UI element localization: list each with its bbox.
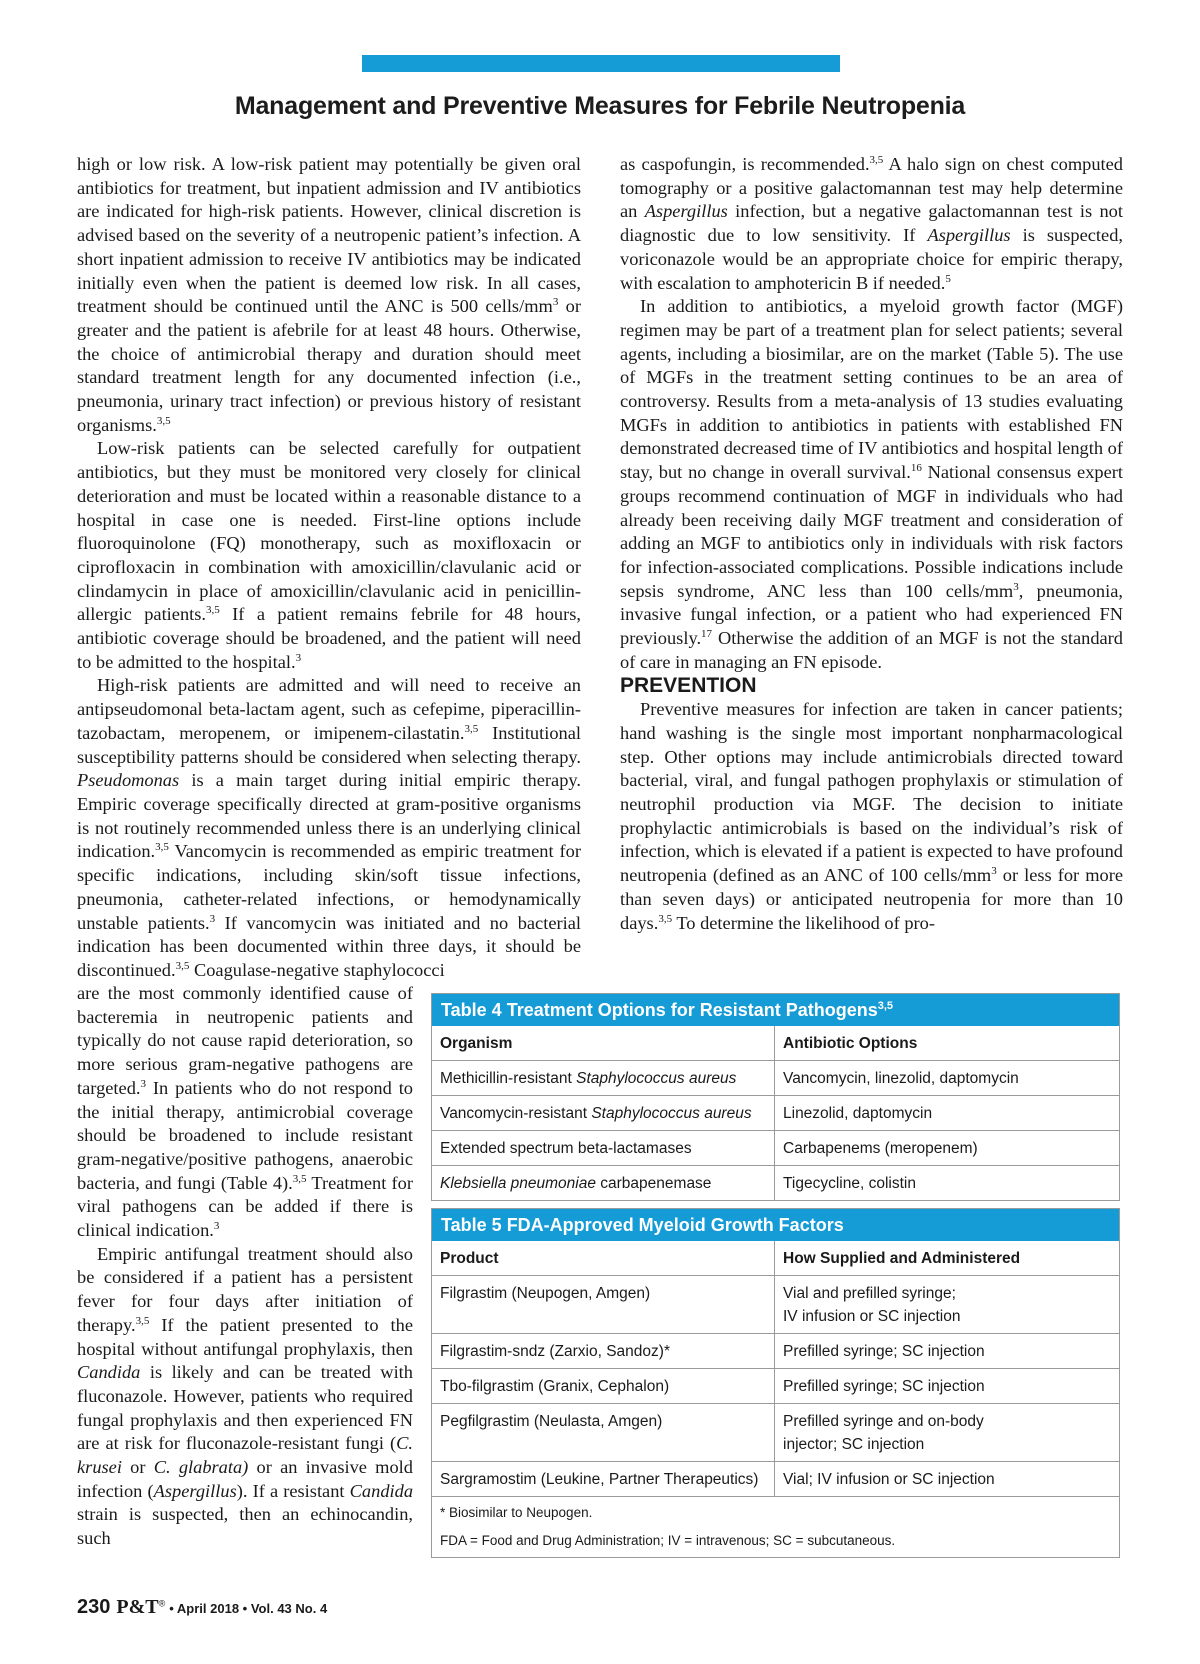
table-caption: Table 5 FDA-Approved Myeloid Growth Factors	[432, 1209, 1119, 1241]
paragraph: as caspofungin, is recommended.$^{3,5}$ A halo sign on chest computed tomography or a positive galactomannan test may help determine an Aspergillus infection, but a negative galactomannan test is not diagnostic due to low sensitivity. If Aspergillus is suspected, voriconazole would be an appropriate choice for empiric therapy, with escalation to amphotericin B if needed.$^5$	[620, 154, 1123, 293]
column-header: Antibiotic Options	[775, 1026, 1120, 1061]
table-row	[432, 1276, 1119, 1334]
paragraph: High-risk patients are admitted and will need to receive an antipseudomonal beta-lactam agent, such as cefepime, piperacillin-tazobactam, meropenem, or imipenem-cilastatin.$^{3,5}$ Institutional susceptibility patterns should be considered when selecting therapy. Pseudomonas is a main target during initial empiric therapy. Empiric coverage specifically directed at gram-positive organisms is not routinely recommended unless there is an underlying clinical indication.$^{3,5}$ Vancomycin is recommended as empiric treatment for specific indications, including skin/soft tissue infections, pneumonia, catheter-related infections, or hemodynamically unstable patients.$^3$ If vancomycin was initiated and no bacterial indication has been documented within three days, it should be discontinued.$^{3,5}$ Coagulase-negative staphylococci	[77, 675, 581, 980]
table-row	[432, 1131, 1119, 1166]
antibiotic-cell: Tigecycline, colistin	[783, 1175, 916, 1192]
paragraph: Low-risk patients can be selected carefully for outpatient antibiotics, but they must be monitored very closely for clinical deterioration and must be located within a reasonable distance to a hospital in case one is needed. First-line options include fluoroquinolone (FQ) monotherapy, such as moxifloxacin or ciprofloxacin in combination with amoxicillin/clavulanic acid or clindamycin in place of amoxicillin/clavulanic acid in penicillin-allergic patients.$^{3,5}$ If a patient remains febrile for 48 hours, antibiotic coverage should be broadened, and the patient will need to be admitted to the hospital.$^3$	[77, 438, 581, 672]
left-column-upper	[77, 153, 581, 983]
paragraph: In addition to antibiotics, a myeloid growth factor (MGF) regimen may be part of a treatment plan for select patients; several agents, including a biosimilar, are on the market (Table 5). The use of MGFs in the treatment setting continues to be an area of controversy. Results from a meta-analysis of 13 studies evaluating MGFs in addition to antibiotics in patients with established FN demonstrated decreased time of IV antibiotics and hospital length of stay, but no change in overall survival.$^{16}$ National consensus expert groups recommend continuation of MGF in individuals who had already been receiving daily MGF treatment and consideration of adding an MGF to antibiotics only in individuals with risk factors for infection-associated complications. Possible indications include sepsis syndrome, ANC less than 100 cells/$mm^3$, pneumonia, invasive fungal infection, or a patient who had experienced FN previously.$^{17}$ Otherwise the addition of an MGF is not the standard of care in managing an FN episode.	[620, 296, 1123, 672]
registered-mark: ®	[158, 1598, 166, 1609]
table-body	[432, 1241, 1119, 1497]
organism-cell: Extended spectrum beta-lactamases	[432, 1131, 775, 1166]
organism-cell: Klebsiella pneumoniae carbapenemase	[432, 1166, 775, 1201]
paragraph: are the most commonly identified cause of bacteremia in neutropenic patients and typically do not cause rapid deterioration, so more serious gram-negative pathogens are targeted.$^3$ In patients who do not respond to the initial therapy, antimicrobial coverage should be broadened to include resistant gram-negative/positive pathogens, anaerobic bacteria, and fungi (Table 4).$^{3,5}$ Treatment for viral pathogens can be added if there is clinical indication.$^3$	[77, 983, 413, 1241]
product-cell: Pegfilgrastim (Neulasta, Amgen)	[432, 1404, 775, 1462]
supply-cell: Prefilled syringe; SC injection	[775, 1369, 1120, 1404]
product-cell: Filgrastim-sndz (Zarxio, Sandoz)*	[432, 1334, 775, 1369]
table-footnote: FDA = Food and Drug Administration; IV = intravenous; SC = subcutaneous.	[440, 1533, 896, 1548]
table-footnote: * Biosimilar to Neupogen.	[440, 1505, 593, 1520]
table-caption: Table 4 Treatment Options for Resistant Pathogens$^{3,5}$	[432, 994, 1119, 1026]
section-heading: PREVENTION	[620, 674, 757, 698]
antibiotic-cell: Vancomycin, linezolid, daptomycin	[775, 1061, 1120, 1096]
supply-cell: Prefilled syringe and on-body injector; SC injection	[775, 1404, 1120, 1462]
antibiotic-cell: Carbapenems (meropenem)	[775, 1131, 1120, 1166]
antibiotic-cell: Linezolid, daptomycin	[775, 1096, 1120, 1131]
table-row	[432, 1166, 1119, 1201]
table-row	[432, 1334, 1119, 1369]
paragraph: Preventive measures for infection are taken in cancer patients; hand washing is the single most important nonpharmacological step. Other options may include antimicrobials directed toward bacterial, viral, and fungal pathogen prophylaxis or stimulation of neutrophil production via MGF. The decision to initiate prophylactic antimicrobials is based on the individual’s risk of infection, which is elevated if a patient is expected to have profound neutropenia (defined as an ANC of 100 cells/$mm^3$ or less for more than seven days) or anticipated neutropenia for more than 10 days.$^{3,5}$ To determine the likelihood of pro-	[620, 699, 1124, 933]
supply-cell: Vial; IV infusion or SC injection	[775, 1462, 1120, 1497]
issue-info: • April 2018 • Vol. 43 No. 4	[169, 1601, 328, 1616]
column-header: Product	[432, 1241, 775, 1276]
table-body	[432, 1026, 1119, 1200]
page-number: 230	[77, 1596, 111, 1618]
supply-cell: Vial and prefilled syringe; IV infusion or SC injection	[775, 1276, 1120, 1334]
supply-cell: Prefilled syringe; SC injection	[775, 1334, 1120, 1369]
column-header: How Supplied and Administered	[775, 1241, 1120, 1276]
right-column	[620, 153, 1123, 935]
column-header: Organism	[432, 1026, 775, 1061]
table-header-row	[432, 1241, 1119, 1276]
table-5	[431, 1208, 1120, 1558]
left-column-lower	[77, 982, 413, 1551]
table-4	[431, 993, 1120, 1201]
paragraph: Empiric antifungal treatment should also be considered if a patient has a persistent fever for four days after initiation of therapy.$^{3,5}$ If the patient presented to the hospital without antifungal prophylaxis, then Candida is likely and can be treated with fluconazole. However, patients who required fungal prophylaxis and then experienced FN are at risk for fluconazole-resistant fungi (C. krusei or C. glabrata) or an invasive mold infection (Aspergillus). If a resistant Candida strain is suspected, then an echinocandin, such	[77, 1243, 414, 1549]
page-footer	[77, 1596, 327, 1619]
table-row	[432, 1369, 1119, 1404]
organism-cell: Methicillin-resistant Staphylococcus aureus	[432, 1061, 775, 1096]
product-cell: Tbo-filgrastim (Granix, Cephalon)	[432, 1369, 775, 1404]
product-cell: Sargramostim (Leukine, Partner Therapeutics)	[432, 1462, 775, 1497]
product-cell: Filgrastim (Neupogen, Amgen)	[432, 1276, 775, 1334]
table-row	[432, 1061, 1119, 1096]
table-header-row	[432, 1026, 1119, 1061]
table-row	[432, 1462, 1119, 1497]
header-accent-bar	[362, 55, 840, 72]
journal-name: P&T	[116, 1596, 159, 1618]
paragraph: high or low risk. A low-risk patient may potentially be given oral antibiotics for treatment, but inpatient admission and IV antibiotics are indicated for high-risk patients. However, clinical discretion is advised based on the severity of a neutropenic patient’s infection. A short inpatient admission to receive IV antibiotics may be indicated initially even when the patient is deemed low risk. In all cases, treatment should be continued until the ANC is 500 cells/$mm^3$ or greater and the patient is afebrile for at least 48 hours. Otherwise, the choice of antimicrobial therapy and duration should meet standard treatment length for any documented infection (i.e., pneumonia, urinary tract infection) or previous history of resistant organisms.$^{3,5}$	[77, 154, 581, 435]
page-title: Management and Preventive Measures for Febrile Neutropenia	[234, 92, 966, 120]
table-row	[432, 1404, 1119, 1462]
organism-cell: Vancomycin-resistant Staphylococcus aureus	[432, 1096, 775, 1131]
table-row	[432, 1096, 1119, 1131]
